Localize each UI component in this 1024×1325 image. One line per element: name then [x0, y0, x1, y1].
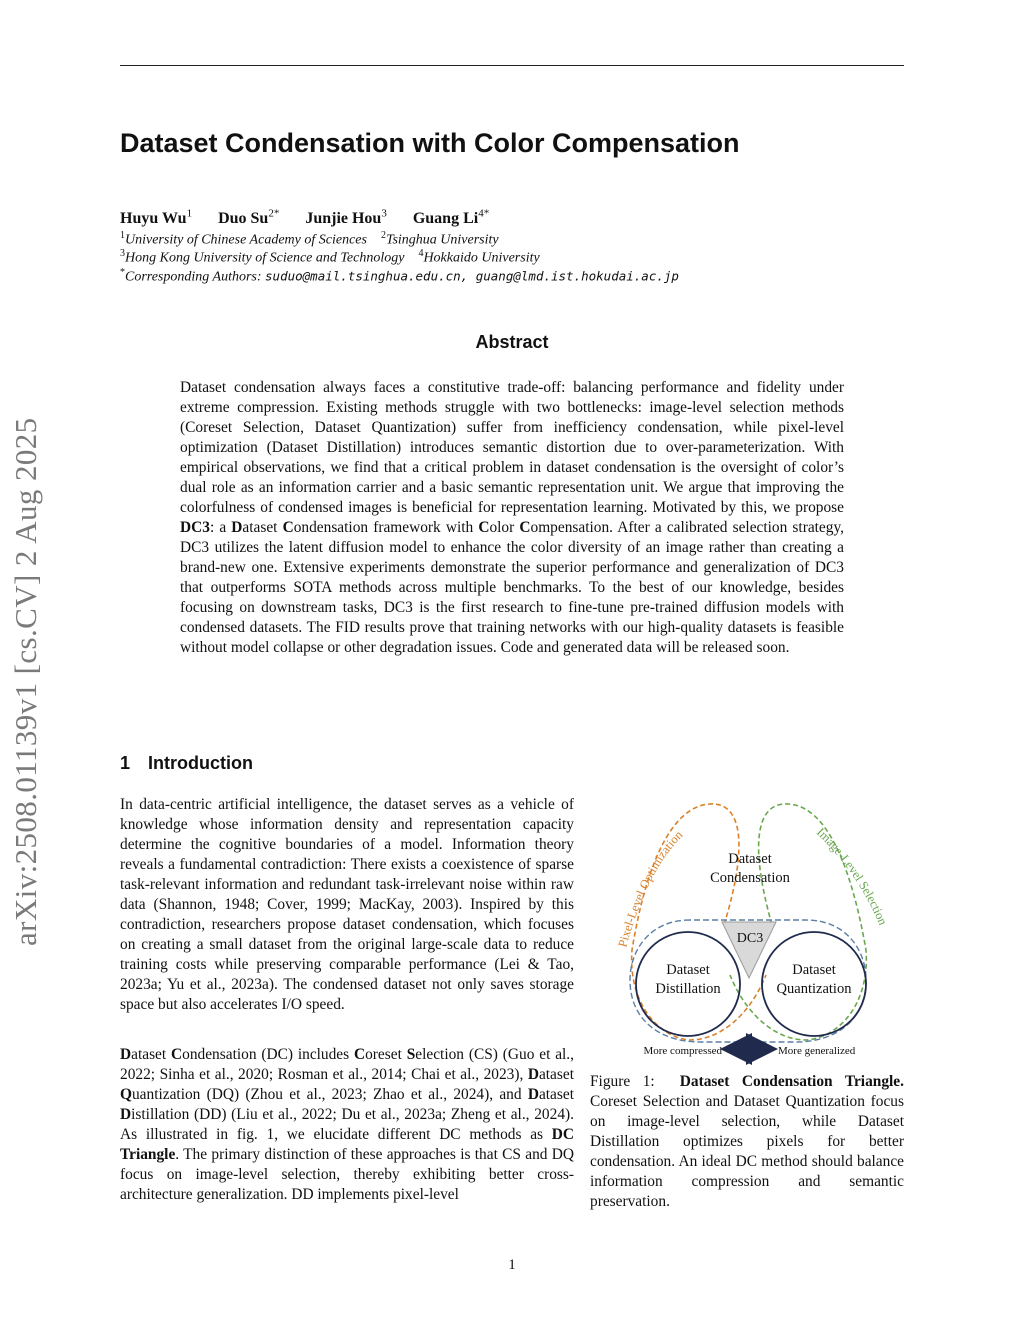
affiliation-line: $^1$University of Chinese Academy of Sciences $^2$Tsinghua University	[120, 230, 499, 248]
email-addresses: suduo@mail.tsinghua.edu.cn, guang@lmd.ist.hokudai.ac.jp	[265, 268, 679, 284]
arc-label-right: Image-Level Selection	[813, 825, 891, 928]
intro-paragraph: In data-centric artificial intelligence, the dataset serves as a vehicle of knowledge whose information density and representation capacity determine the cognitive boundaries of a model. Information theory reveals a fundamental contradiction: There exists a coexistence of sparse task-relevant information and redundant task-irrelevant noise within raw data (Shannon, 1948; Cover, 1999; MacKay, 2003). Inspired by this contradiction, researchers propose dataset condensation, which focuses on creating a small dataset from the original large-scale data to reduce training costs while preserving comparable performance (Lei & Tao, 2023a; Yu et al., 2023a). The condensed dataset not only saves storage space but also accelerates I/O speed.	[120, 796, 574, 1013]
corresponding-authors: *Corresponding Authors: suduo@mail.tsinghua.edu.cn, guang@lmd.ist.hokudai.ac.jp	[120, 267, 679, 285]
right-circle-label: Quantization	[776, 981, 852, 997]
abstract-heading: Abstract	[475, 332, 549, 352]
affiliation-line: $^3$Hong Kong University of Science and Technology $^4$Hokkaido University	[120, 248, 540, 266]
author-name: Huyu Wu$^1$	[120, 208, 193, 228]
left-circle-label: Dataset	[666, 962, 710, 978]
abstract-body: Dataset condensation always faces a constitutive trade-off: balancing performance and fidelity under extreme compression. Existing methods struggle with two bottlenecks: image-level selection methods (Coreset Selection, Dataset Quantization) suffer from inefficiency condensation, while pixel-level optimization (Dataset Distillation) introduces semantic distortion due to over-parameterization. With empirical observations, we find that a critical problem in dataset condensation is the oversight of color’s dual role as an information carrier and a basic semantic representation unit. We argue that improving the colorfulness of condensed images is beneficial for representation learning. Motivated by this, we propose DC3: a Dataset Condensation framework with Color Compensation. After a calibrated selection strategy, DC3 utilizes the latent diffusion model to enhance the color diversity of an image rather than creating a brand-new one. Extensive experiments demonstrate the superior performance and generalization of DC3 that outperforms SOTA methods across multiple benchmarks. To the best of our knowledge, besides focusing on downstream tasks, DC3 is the first research to fine-tune pre-trained diffusion models with condensed datasets. The FID results prove that training networks with our high-quality datasets is feasible without model collapse or other degradation issues. Code and generated data will be released soon.	[180, 379, 844, 656]
section-heading: 1 Introduction	[120, 753, 253, 773]
arc-label-left: Pixel-Level Optimization	[615, 827, 686, 949]
axis-left-label: More compressed	[643, 1045, 722, 1057]
axis-right-label: More generalized	[778, 1045, 856, 1057]
top-rule	[120, 65, 904, 66]
paper-title: Dataset Condensation with Color Compensation	[120, 128, 740, 158]
left-circle-label: Distillation	[655, 981, 721, 997]
author-name: Junjie Hou$^3$	[305, 208, 387, 228]
dc-triangle-figure	[590, 800, 906, 1070]
arxiv-stamp: arXiv:2508.01139v1 [cs.CV] 2 Aug 2025	[8, 417, 43, 946]
center-label: DC3	[736, 931, 764, 946]
right-circle-label: Dataset	[792, 962, 836, 978]
figure-caption: Figure 1: Dataset Condensation Triangle. Coreset Selection and Dataset Quantization focus on image-level selection, while Dataset Distillation optimizes pixels for better condensation. An ideal DC method should balance information compression and semantic preservation.	[590, 1073, 904, 1210]
top-label: Dataset	[728, 851, 772, 867]
author-name: Guang $Li^{4*}$	[412, 208, 490, 228]
page-number: 1	[508, 1257, 516, 1273]
top-label: Condensation	[710, 870, 790, 886]
author-name: Duo $Su^{2*}$	[218, 208, 280, 228]
intro-paragraph: Dataset Condensation (DC) includes Coreset Selection (CS) (Guo et al., 2022; Sinha et al., 2020; Rosman et al., 2014; Chai et al., 2023), Dataset Quantization (DQ) (Zhou et al., 2023; Zhao et al., 2024), and Dataset Distillation (DD) (Liu et al., 2022; Du et al., 2023a; Zheng et al., 2024). As illustrated in fig. 1, we elucidate different DC methods as DC Triangle. The primary distinction of these approaches is that CS and DQ focus on image-level selection, thereby exhibiting better cross-architecture generalization. DD implements pixel-level	[120, 1046, 574, 1203]
author-list	[120, 208, 511, 228]
